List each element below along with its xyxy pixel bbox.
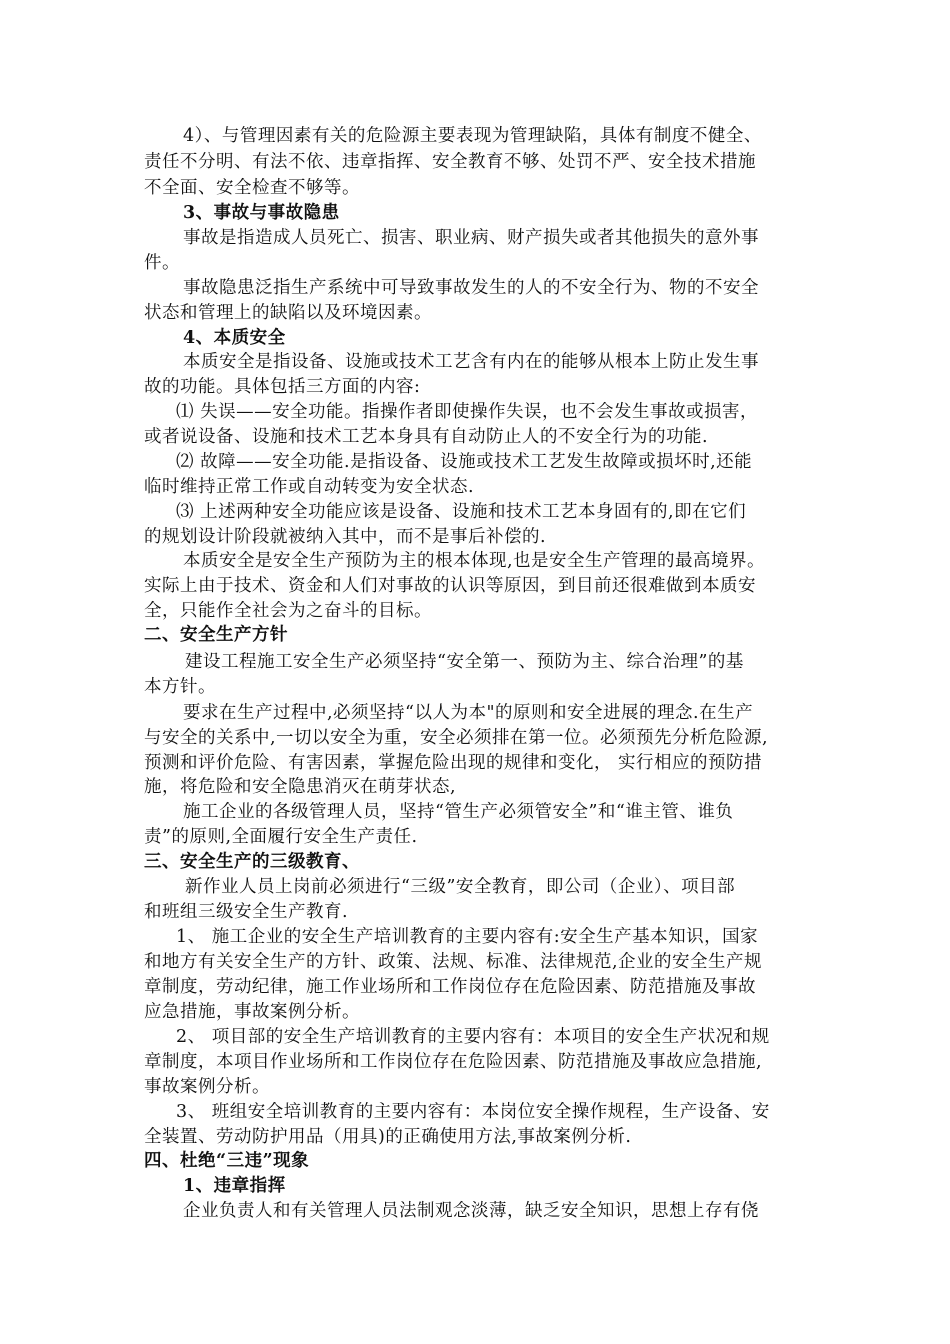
list-item-line: 章制度，本项目作业场所和工作岗位存在危险因素、防范措施及事故应急措施, (144, 1052, 763, 1072)
text-line: 施，将危险和安全隐患消灭在萌芽状态, (144, 777, 457, 797)
list-item-line: 和地方有关安全生产的方针、政策、法规、标准、法律规范,企业的安全生产规 (144, 952, 763, 972)
subsection-heading: 1、违章指挥 (183, 1176, 286, 1196)
section-heading: 四、杜绝“三违”现象 (144, 1151, 310, 1171)
subsection-heading: 4、本质安全 (183, 328, 286, 348)
text-line: 状态和管理上的缺陷以及环境因素。 (144, 303, 432, 323)
text-line: 责任不分明、有法不依、违章指挥、安全教育不够、处罚不严、安全技术措施 (144, 152, 756, 172)
text-line: 不全面、安全检查不够等。 (144, 178, 360, 198)
text-line: 事故是指造成人员死亡、损害、职业病、财产损失或者其他损失的意外事 (183, 228, 759, 248)
text-line: 和班组三级安全生产教育. (144, 902, 349, 922)
text-line: 新作业人员上岗前必须进行“三级”安全教育，即公司（企业）、项目部 (185, 877, 736, 897)
text-line: 施工企业的各级管理人员，坚持“管生产必须管安全”和“谁主管、谁负 (183, 802, 734, 822)
text-line: 企业负责人和有关管理人员法制观念淡薄，缺乏安全知识，思想上存有侥 (183, 1201, 759, 1221)
text-line: 全，只能作全社会为之奋斗的目标。 (144, 601, 432, 621)
list-item-line: 事故案例分析。 (144, 1077, 270, 1097)
text-line: 与安全的关系中,一切以安全为重，安全必须排在第一位。必须预先分析危险源, (144, 728, 769, 748)
text-line: 建设工程施工安全生产必须坚持“安全第一、预防为主、综合治理”的基 (185, 652, 744, 672)
list-item-line: ⑵ 故障——安全功能.是指设备、设施或技术工艺发生故障或损坏时,还能 (176, 452, 753, 472)
subsection-heading: 3、事故与事故隐患 (183, 203, 340, 223)
text-line: 实际上由于技术、资金和人们对事故的认识等原因，到目前还很难做到本质安 (144, 576, 756, 596)
list-item-line: 1、 施工企业的安全生产培训教育的主要内容有:安全生产基本知识，国家 (176, 927, 759, 947)
text-line: 事故隐患泛指生产系统中可导致事故发生的人的不安全行为、物的不安全 (183, 278, 759, 298)
list-item-line: 临时维持正常工作或自动转变为安全状态. (144, 477, 475, 497)
list-item-line: 章制度，劳动纪律，施工作业场所和工作岗位存在危险因素、防范措施及事故 (144, 977, 756, 997)
list-item-line: 2、 项目部的安全生产培训教育的主要内容有：本项目的安全生产状况和规 (176, 1027, 770, 1047)
section-heading: 三、安全生产的三级教育、 (144, 852, 360, 872)
list-item-line: ⑴ 失误——安全功能。指操作者即使操作失误，也不会发生事故或损害， (176, 402, 759, 422)
text-line: 本质安全是安全生产预防为主的根本体现,也是安全生产管理的最高境界。 (183, 551, 766, 571)
list-item-line: 或者说设备、设施和技术工艺本身具有自动防止人的不安全行为的功能. (144, 427, 709, 447)
text-line: 本质安全是指设备、设施或技术工艺含有内在的能够从根本上防止发生事 (183, 352, 759, 372)
text-line: 4）、与管理因素有关的危险源主要表现为管理缺陷，具体有制度不健全、 (183, 126, 762, 146)
text-line: 本方针。 (144, 677, 216, 697)
list-item-line: 3、 班组安全培训教育的主要内容有：本岗位安全操作规程，生产设备、安 (176, 1102, 770, 1122)
section-heading: 二、安全生产方针 (144, 625, 288, 645)
list-item-line: 应急措施，事故案例分析。 (144, 1002, 360, 1022)
text-line: 件。 (144, 253, 180, 273)
list-item-line: 的规划设计阶段就被纳入其中，而不是事后补偿的. (144, 527, 547, 547)
list-item-line: 全装置、劳动防护用品（用具)的正确使用方法,事故案例分析. (144, 1127, 632, 1147)
list-item-line: ⑶ 上述两种安全功能应该是设备、设施和技术工艺本身固有的,即在它们 (176, 502, 747, 522)
text-line: 故的功能。具体包括三方面的内容: (144, 377, 421, 397)
text-line: 要求在生产过程中,必须坚持“以人为本"的原则和安全进展的理念.在生产 (183, 703, 754, 723)
text-line: 责”的原则,全面履行安全生产责任. (144, 827, 418, 847)
text-line: 预测和评价危险、有害因素，掌握危险出现的规律和变化， 实行相应的预防措 (144, 753, 763, 773)
